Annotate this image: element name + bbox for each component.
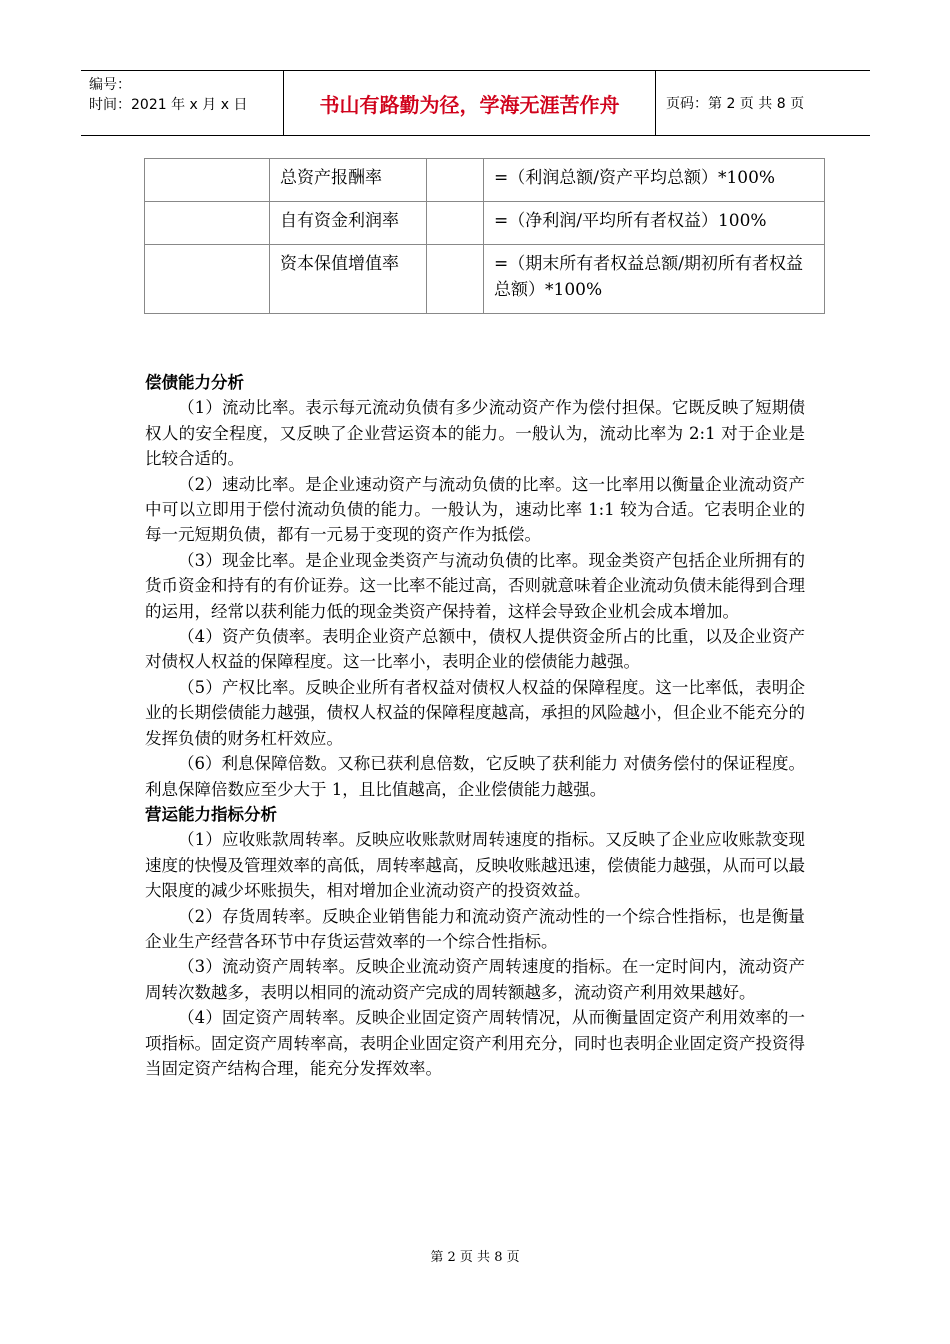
indicator-formula: =（利润总额/资产平均总额）*100% <box>484 159 825 202</box>
header-page-info: 页码：第 2 页 共 8 页 <box>666 96 805 112</box>
table-row <box>145 202 825 245</box>
header-meta <box>81 71 284 135</box>
paragraph: （1）应收账款周转率。反映应收账款财周转速度的指标。又反映了企业应收账款变现速度的快慢及管理效率的高低，周转率越高，反映收账越迅速，偿债能力越强，从而可以最大限度的减少坏账损失，相对增加企业流动资产的投资效益。 <box>145 830 805 901</box>
paragraph: （1）流动比率。表示每元流动负债有多少流动资产作为偿付担保。它既反映了短期债权人的安全程度，又反映了企业营运资本的能力。一般认为，流动比率为 2:1 对于企业是比较合适的。 <box>145 398 805 469</box>
header-motto: 书山有路勤为径，学海无涯苦作舟 <box>284 71 656 135</box>
paragraph: （4）固定资产周转率。反映企业固定资产周转情况，从而衡量固定资产利用效率的一项指标。固定资产周转率高，表明企业固定资产利用充分，同时也表明企业固定资产投资得当固定资产结构合理，能充分发挥效率。 <box>145 1008 805 1078</box>
table-cell <box>427 202 484 245</box>
time-label: 时间：2021 年 x 月 x 日 <box>89 97 248 113</box>
indicator-formula: =（净利润/平均所有者权益）100% <box>484 202 825 245</box>
table-cell <box>145 159 270 202</box>
paragraph: （2）速动比率。是企业速动资产与流动负债的比率。这一比率用以衡量企业流动资产中可以立即用于偿付流动负债的能力。一般认为，速动比率 1:1 较为合适。它表明企业的每一元短期负债，都有一元易于变现的资产作为抵偿。 <box>145 474 805 545</box>
table-row <box>145 159 825 202</box>
document-body <box>145 370 805 1081</box>
number-label: 编号： <box>89 77 131 93</box>
indicator-name: 自有资金利润率 <box>270 202 427 245</box>
table-cell <box>145 202 270 245</box>
table-cell <box>427 159 484 202</box>
section-heading: 营运能力指标分析 <box>145 804 277 824</box>
paragraph: （3）现金比率。是企业现金类资产与流动负债的比率。现金类资产包括企业所拥有的货币资金和持有的有价证券。这一比率不能过高，否则就意味着企业流动负债未能得到合理的运用，经常以获利能力低的现金类资产保持着，这样会导致企业机会成本增加。 <box>145 550 805 621</box>
paragraph: （6）利息保障倍数。又称已获利息倍数，它反映了获利能力 对债务偿付的保证程度。利息保障倍数应至少大于 1，且比值越高，企业偿债能力越强。 <box>145 754 805 799</box>
page-footer: 第 2 页 共 8 页 <box>430 1250 520 1265</box>
paragraph: （3）流动资产周转率。反映企业流动资产周转速度的指标。在一定时间内，流动资产周转次数越多，表明以相同的流动资产完成的周转额越多，流动资产利用效果越好。 <box>145 957 805 1002</box>
indicator-name: 总资产报酬率 <box>270 159 427 202</box>
indicator-name: 资本保值增值率 <box>270 245 427 314</box>
table-row <box>145 245 825 314</box>
section-heading: 偿债能力分析 <box>145 373 244 392</box>
indicator-formula: =（期末所有者权益总额/期初所有者权益总额）*100% <box>484 245 825 314</box>
formula-table <box>144 158 825 314</box>
paragraph: （5）产权比率。反映企业所有者权益对债权人权益的保障程度。这一比率低，表明企业的长期偿债能力越强，债权人权益的保障程度越高，承担的风险越小，但企业不能充分的发挥负债的财务杠杆效应。 <box>145 677 805 748</box>
table-cell <box>427 245 484 314</box>
paragraph: （4）资产负债率。表明企业资产总额中，债权人提供资金所占的比重，以及企业资产对债权人权益的保障程度。这一比率小，表明企业的偿债能力越强。 <box>145 627 805 672</box>
table-cell <box>145 245 270 314</box>
page-header <box>81 70 870 136</box>
paragraph: （2）存货周转率。反映企业销售能力和流动资产流动性的一个综合性指标，也是衡量企业生产经营各环节中存货运营效率的一个综合性指标。 <box>145 906 805 951</box>
